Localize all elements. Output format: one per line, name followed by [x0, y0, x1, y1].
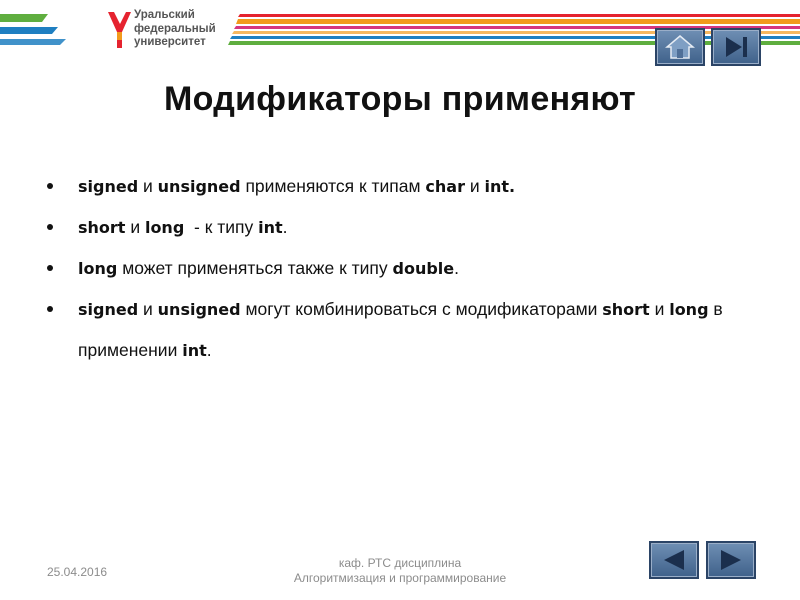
keyword: int	[182, 341, 207, 360]
keyword: double	[392, 259, 455, 278]
keyword: int.	[484, 177, 516, 196]
bullet-text: - к типу	[184, 217, 259, 237]
logo-text: Уральский федеральный университет	[134, 9, 216, 48]
keyword: short	[78, 218, 126, 237]
keyword: char	[425, 177, 465, 196]
bullet-text: и	[138, 176, 158, 196]
footer-date: 25.04.2016	[47, 565, 108, 579]
next-slide-button[interactable]	[706, 541, 756, 579]
footer-discipline: Алгоритмизация и программирование	[293, 571, 507, 585]
bullet-text: .	[206, 340, 212, 360]
bullet-text: .	[454, 258, 460, 278]
keyword: unsigned	[157, 177, 241, 196]
keyword: long	[669, 300, 709, 319]
university-logo	[106, 8, 236, 54]
keyword: short	[602, 300, 650, 319]
triangle-right-icon	[716, 547, 746, 573]
bullet-text: и	[138, 299, 158, 319]
urfu-logo-icon	[106, 10, 132, 50]
keyword: signed	[78, 177, 139, 196]
footer-department: каф. РТС дисциплина	[338, 556, 462, 570]
bullet-text: и	[464, 176, 485, 196]
bullet-text: и	[649, 299, 670, 319]
keyword: signed	[78, 300, 139, 319]
bullet-text: и	[125, 217, 145, 237]
keyword: int	[258, 218, 283, 237]
bullet-item	[45, 207, 765, 248]
home-button[interactable]	[655, 28, 705, 66]
keyword: long	[78, 259, 118, 278]
triangle-left-icon	[659, 547, 689, 573]
home-icon	[665, 34, 695, 60]
bullet-text: применяются к типам	[240, 176, 426, 196]
skip-to-end-button[interactable]	[711, 28, 761, 66]
bullet-list	[45, 166, 765, 371]
previous-slide-button[interactable]	[649, 541, 699, 579]
bullet-item	[45, 289, 765, 371]
keyword: unsigned	[157, 300, 241, 319]
bullet-item	[45, 166, 765, 207]
bullet-text: может применяться также к типу	[117, 258, 393, 278]
bullet-text: .	[282, 217, 288, 237]
keyword: long	[144, 218, 185, 237]
skip-to-end-icon	[721, 34, 751, 60]
slide-title: Модификаторы применяют	[163, 80, 636, 118]
bullet-text: в применении	[78, 299, 728, 360]
bullet-item	[45, 248, 765, 289]
footer-course-info	[250, 556, 550, 586]
bullet-text: могут комбинироваться с модификаторами	[240, 299, 603, 319]
